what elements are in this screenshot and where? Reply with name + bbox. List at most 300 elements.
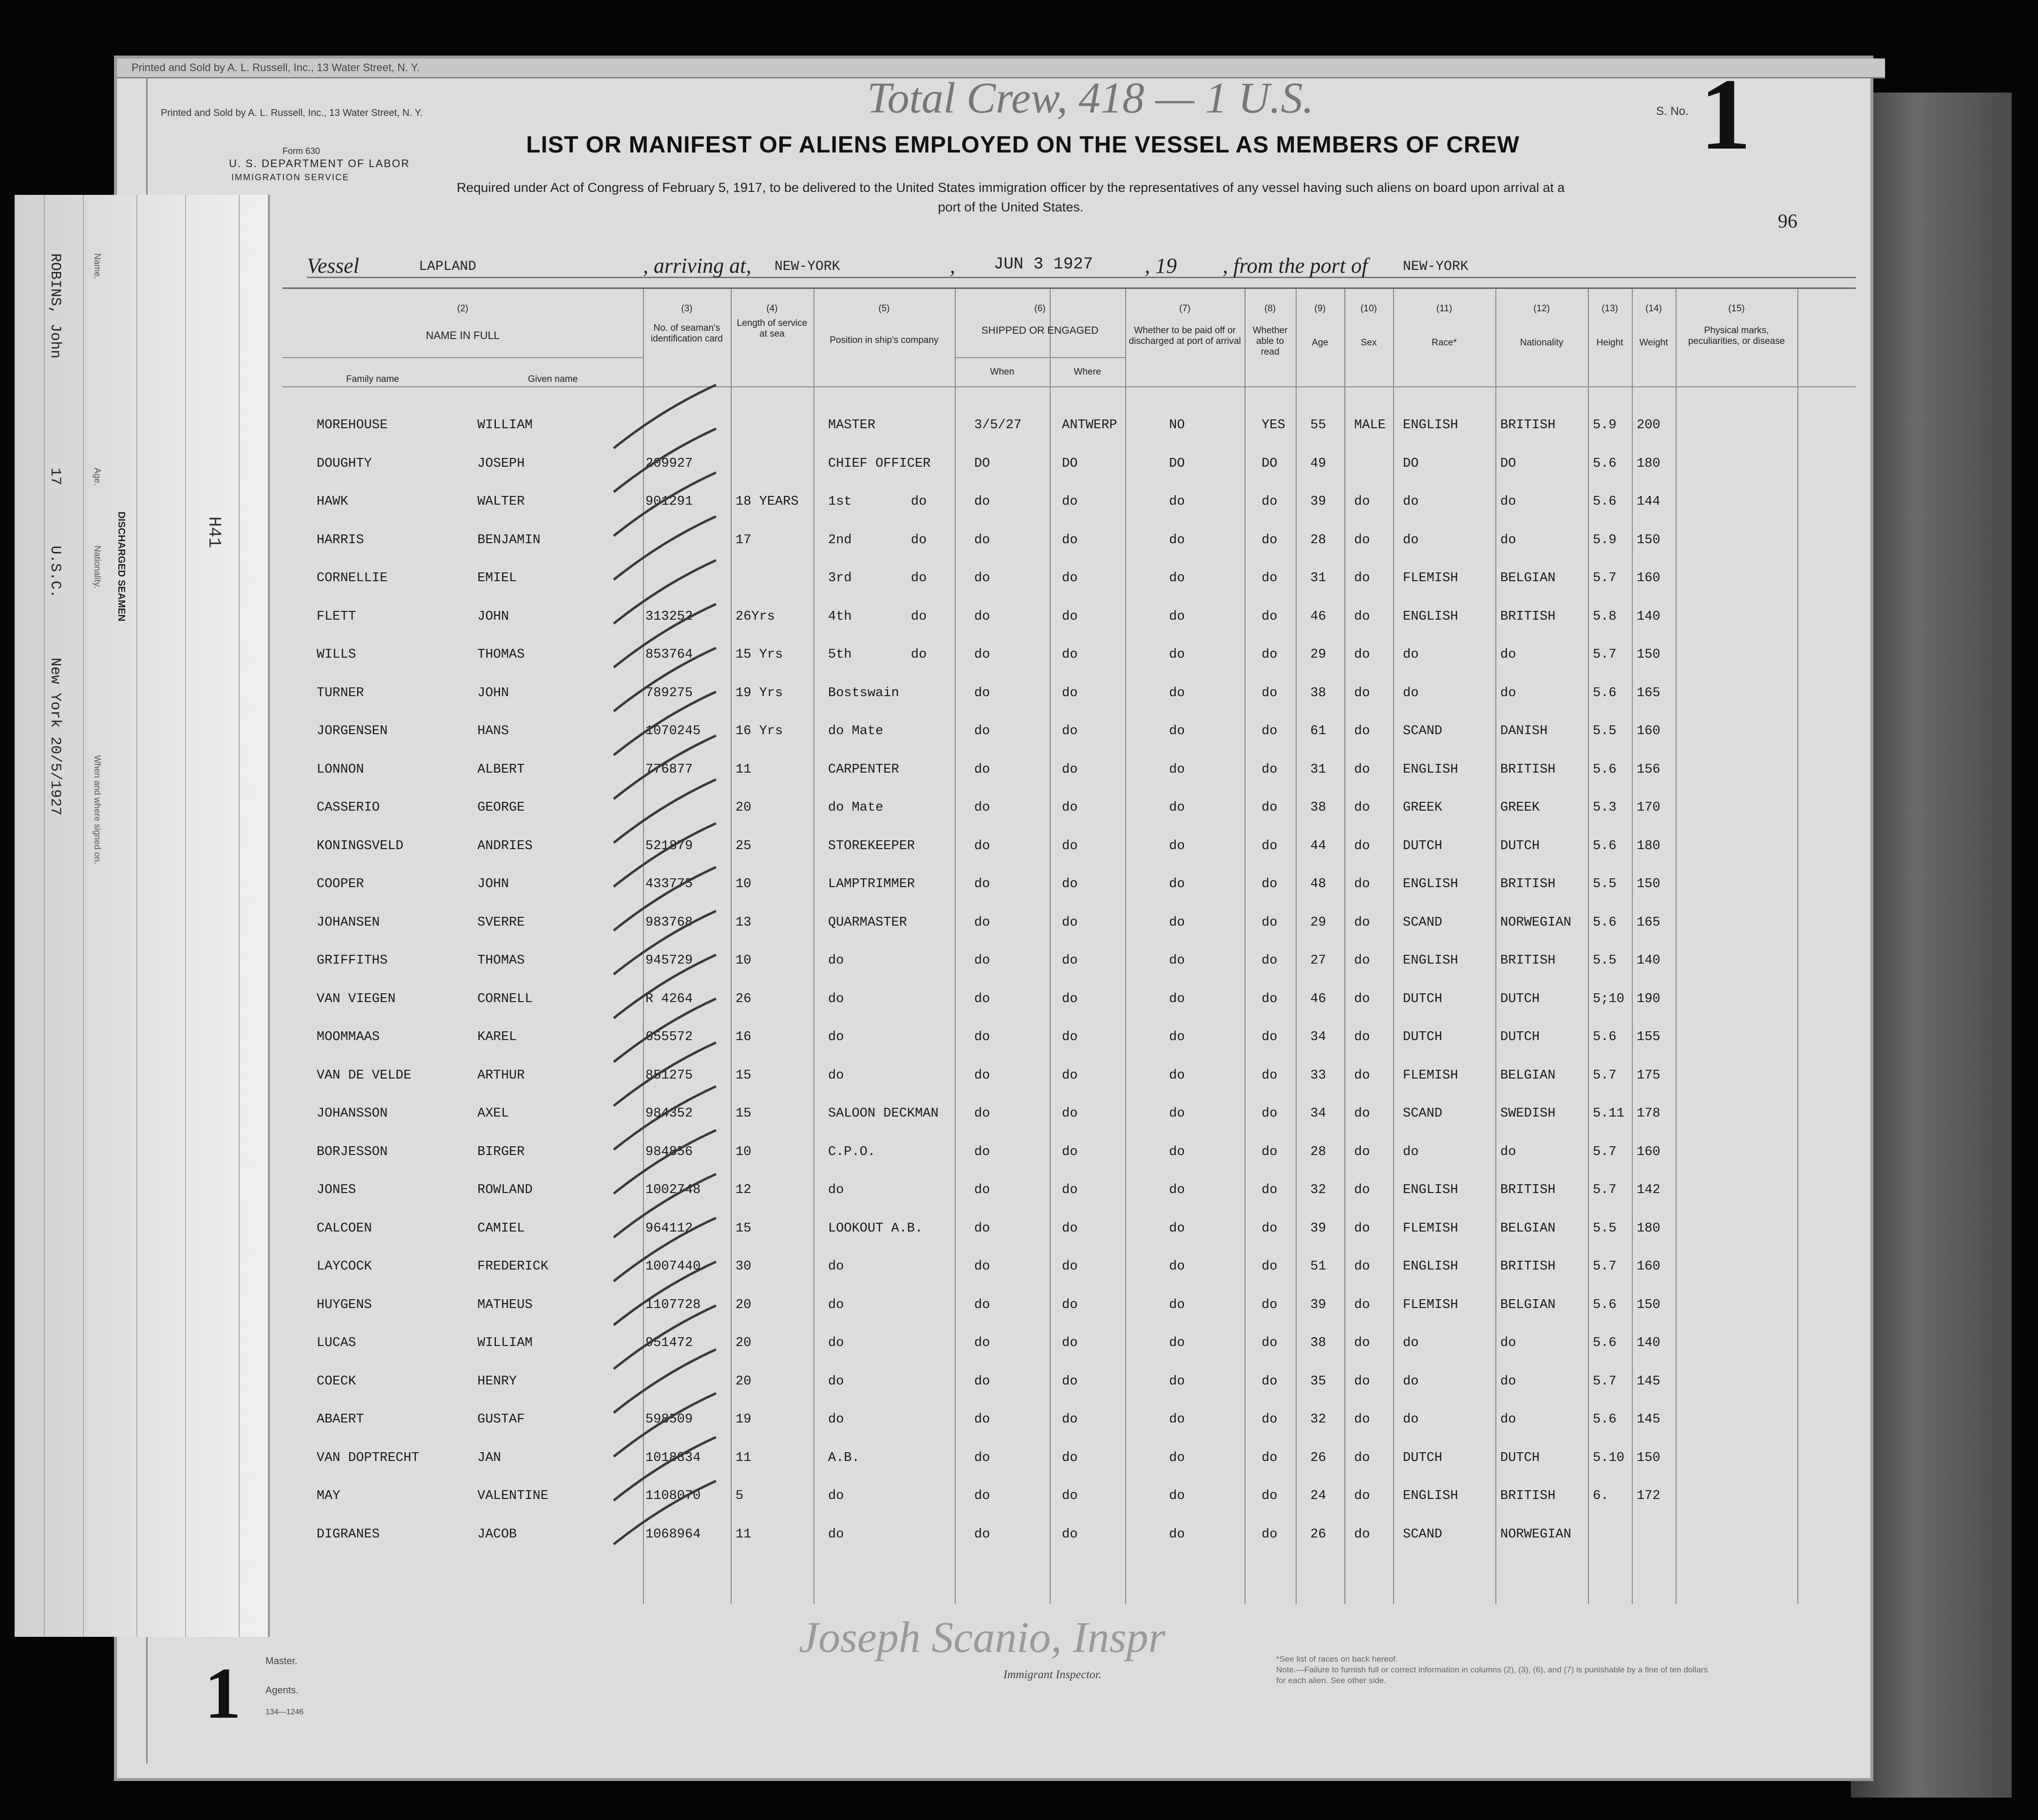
- cell-race: DUTCH: [1403, 1030, 1443, 1044]
- cell-given: JACOB: [477, 1527, 517, 1542]
- card-age-label: Age.: [93, 468, 102, 486]
- cell-age: 26: [1310, 1450, 1326, 1465]
- arriving-label: , arriving at,: [643, 254, 752, 278]
- col-able-read: Whether able to read: [1252, 325, 1288, 357]
- col-age: Age: [1312, 338, 1328, 348]
- cell-service: 18 YEARS: [736, 494, 799, 509]
- cell-sex: do: [1354, 1259, 1370, 1274]
- cell-position: 3rd: [828, 571, 852, 586]
- cell-service: 16 Yrs: [736, 724, 783, 739]
- cell-paid: do: [1169, 1412, 1185, 1427]
- cell-nat: DUTCH: [1500, 991, 1540, 1006]
- cell-sex: do: [1354, 991, 1370, 1006]
- cell-where: do: [1062, 1030, 1078, 1044]
- cell-given: JOHN: [477, 685, 509, 701]
- cell-when: do: [974, 915, 990, 930]
- cell-weight: 178: [1637, 1106, 1661, 1121]
- cell-age: 32: [1310, 1183, 1326, 1197]
- cell-where: do: [1062, 1068, 1078, 1083]
- crew-table: [283, 287, 1856, 1604]
- col12-number: (12): [1533, 303, 1550, 314]
- table-row: [283, 877, 1856, 896]
- cell-where: do: [1062, 838, 1078, 853]
- cell-position: STOREKEEPER: [828, 838, 915, 853]
- form-number: Form 630: [283, 146, 321, 156]
- document-subtitle: [292, 178, 1729, 217]
- cell-family: DOUGHTY: [317, 456, 372, 471]
- cell-age: 31: [1310, 762, 1326, 777]
- cell-position: LAMPTRIMMER: [828, 877, 915, 891]
- col-race: Race*: [1432, 338, 1457, 348]
- cell-pos-do: do: [911, 647, 927, 662]
- cell-height: 6.: [1593, 1489, 1609, 1503]
- cell-when: do: [974, 1144, 990, 1159]
- col7-number: (7): [1179, 303, 1191, 314]
- cell-sex: do: [1354, 915, 1370, 930]
- cell-position: CHIEF OFFICER: [828, 456, 931, 471]
- cell-age: 55: [1310, 418, 1326, 433]
- cell-read: do: [1262, 800, 1278, 815]
- col-given-name: Given name: [528, 374, 578, 384]
- vessel-line: [307, 253, 1856, 278]
- cell-sex: do: [1354, 800, 1370, 815]
- footnote-penalty: Note.—Failure to furnish full or correct information in columns (2), (3), (6), and (7) is punishable by a fine of ten dollars for each alien. See other side.: [1276, 1665, 1708, 1685]
- cell-weight: 180: [1637, 838, 1661, 853]
- cell-nat: BELGIAN: [1500, 571, 1556, 586]
- cell-nat: DO: [1500, 456, 1516, 471]
- cell-race: FLEMISH: [1403, 1297, 1458, 1312]
- cell-position: do Mate: [828, 724, 884, 739]
- cell-sex: do: [1354, 609, 1370, 624]
- cell-read: do: [1262, 1336, 1278, 1350]
- document-title: LIST OR MANIFEST OF ALIENS EMPLOYED ON THE VESSEL AS MEMBERS OF CREW: [526, 132, 1520, 158]
- cell-read: do: [1262, 1412, 1278, 1427]
- cell-read: do: [1262, 991, 1278, 1006]
- cell-age: 44: [1310, 838, 1326, 853]
- cell-position: SALOON DECKMAN: [828, 1106, 939, 1121]
- cell-when: do: [974, 532, 990, 548]
- cell-nat: DUTCH: [1500, 1450, 1540, 1465]
- cell-sex: do: [1354, 571, 1370, 586]
- table-row: [283, 647, 1856, 667]
- card-seaman-age: 17: [47, 468, 63, 486]
- table-row: [283, 1412, 1856, 1432]
- cell-height: 5.7: [1593, 1259, 1617, 1274]
- underlying-page-strip: Printed and Sold by A. L. Russell, Inc., 13 Water Street, N. Y.: [117, 58, 1885, 78]
- cell-service: 12: [736, 1183, 752, 1197]
- col-weight: Weight: [1639, 338, 1668, 348]
- cell-where: do: [1062, 685, 1078, 701]
- cell-nat: do: [1500, 1412, 1516, 1427]
- cell-race: GREEK: [1403, 800, 1443, 815]
- cell-family: JORGENSEN: [317, 724, 388, 739]
- cell-sex: do: [1354, 1030, 1370, 1044]
- cell-read: do: [1262, 1221, 1278, 1236]
- cell-read: do: [1262, 1527, 1278, 1542]
- cell-age: 39: [1310, 494, 1326, 509]
- cell-race: do: [1403, 1144, 1419, 1159]
- cell-when: do: [974, 1183, 990, 1197]
- cell-card: 1007440: [645, 1259, 701, 1274]
- cell-given: JAN: [477, 1450, 501, 1465]
- cell-weight: 200: [1637, 418, 1661, 433]
- cell-when: do: [974, 1259, 990, 1274]
- vessel-name: LAPLAND: [419, 259, 476, 274]
- cell-read: do: [1262, 1374, 1278, 1389]
- cell-read: do: [1262, 1106, 1278, 1121]
- cell-race: ENGLISH: [1403, 1489, 1458, 1503]
- cell-race: SCAND: [1403, 1527, 1443, 1542]
- cell-service: 16: [736, 1030, 752, 1044]
- cell-sex: do: [1354, 877, 1370, 891]
- cell-read: do: [1262, 1183, 1278, 1197]
- table-row: [283, 1489, 1856, 1508]
- cell-race: do: [1403, 532, 1419, 548]
- cell-paid: do: [1169, 1144, 1185, 1159]
- cell-paid: do: [1169, 1336, 1185, 1350]
- cell-read: do: [1262, 877, 1278, 891]
- cell-position: 5th: [828, 647, 852, 662]
- cell-weight: 140: [1637, 1336, 1661, 1350]
- discharged-seamen-card: [15, 195, 270, 1637]
- cell-height: 5.7: [1593, 1183, 1617, 1197]
- cell-read: do: [1262, 1030, 1278, 1044]
- cell-position: 2nd: [828, 532, 852, 548]
- cell-height: 5.6: [1593, 1030, 1617, 1044]
- cell-height: 5.6: [1593, 1297, 1617, 1312]
- cell-paid: do: [1169, 571, 1185, 586]
- subtitle-line-2: port of the United States.: [938, 200, 1084, 214]
- cell-card: 1108070: [645, 1489, 701, 1503]
- table-row: [283, 1183, 1856, 1202]
- cell-race: ENGLISH: [1403, 953, 1458, 968]
- cell-where: do: [1062, 915, 1078, 930]
- cell-position: do: [828, 1374, 844, 1389]
- cell-service: 11: [736, 1450, 752, 1465]
- cell-age: 27: [1310, 953, 1326, 968]
- col-length-service: Length of service at sea: [736, 318, 808, 339]
- cell-race: SCAND: [1403, 724, 1443, 739]
- col2-number: (2): [457, 303, 469, 314]
- cell-read: do: [1262, 1297, 1278, 1312]
- cell-paid: do: [1169, 1259, 1185, 1274]
- cell-service: 19 Yrs: [736, 685, 783, 701]
- cell-paid: do: [1169, 762, 1185, 777]
- cell-where: do: [1062, 1527, 1078, 1542]
- cell-card: 655572: [645, 1030, 693, 1044]
- cell-age: 51: [1310, 1259, 1326, 1274]
- cell-age: 35: [1310, 1374, 1326, 1389]
- col15-number: (15): [1728, 303, 1745, 314]
- cell-weight: 165: [1637, 915, 1661, 930]
- cell-age: 34: [1310, 1106, 1326, 1121]
- cell-read: do: [1262, 724, 1278, 739]
- cell-nat: BELGIAN: [1500, 1297, 1556, 1312]
- cell-position: A.B.: [828, 1450, 860, 1465]
- cell-family: VAN VIEGEN: [317, 991, 396, 1006]
- cell-race: ENGLISH: [1403, 762, 1458, 777]
- cell-height: 5.6: [1593, 1412, 1617, 1427]
- cell-when: do: [974, 724, 990, 739]
- card-title: DISCHARGED SEAMEN: [116, 512, 127, 622]
- cell-age: 49: [1310, 456, 1326, 471]
- cell-race: ENGLISH: [1403, 418, 1458, 433]
- cell-paid: do: [1169, 991, 1185, 1006]
- card-footer-code: 134—1246: [265, 1708, 304, 1716]
- cell-age: 29: [1310, 915, 1326, 930]
- year-label: , 19: [1145, 254, 1177, 278]
- cell-paid: do: [1169, 685, 1185, 701]
- cell-when: do: [974, 1221, 990, 1236]
- cell-height: 5.9: [1593, 418, 1617, 433]
- cell-where: do: [1062, 1450, 1078, 1465]
- cell-when: do: [974, 1030, 990, 1044]
- cell-when: do: [974, 1374, 990, 1389]
- cell-position: LOOKOUT A.B.: [828, 1221, 923, 1236]
- cell-weight: 145: [1637, 1374, 1661, 1389]
- cell-race: do: [1403, 494, 1419, 509]
- cell-nat: NORWEGIAN: [1500, 1527, 1571, 1542]
- cell-family: GRIFFITHS: [317, 953, 388, 968]
- cell-read: do: [1262, 1068, 1278, 1083]
- cell-card: R 4264: [645, 991, 693, 1006]
- col-paid-off: Whether to be paid off or discharged at port of arrival: [1129, 325, 1241, 346]
- cell-read: DO: [1262, 456, 1278, 471]
- cell-service: 26Yrs: [736, 609, 775, 624]
- cell-when: do: [974, 647, 990, 662]
- col-when: When: [990, 367, 1015, 377]
- cell-service: 25: [736, 838, 752, 853]
- cell-weight: 172: [1637, 1489, 1661, 1503]
- cell-given: THOMAS: [477, 953, 525, 968]
- table-row: [283, 456, 1856, 476]
- cell-position: do: [828, 1489, 844, 1503]
- vessel-label: Vessel: [307, 254, 359, 278]
- cell-race: FLEMISH: [1403, 571, 1458, 586]
- cell-paid: do: [1169, 532, 1185, 548]
- cell-family: MAY: [317, 1489, 340, 1503]
- cell-card: 964112: [645, 1221, 693, 1236]
- sheet-number: 1: [1700, 58, 1751, 171]
- cell-paid: do: [1169, 1374, 1185, 1389]
- cell-service: 10: [736, 1144, 752, 1159]
- table-row: [283, 1221, 1856, 1241]
- cell-paid: do: [1169, 1527, 1185, 1542]
- arrival-date: JUN 3 1927: [994, 255, 1094, 274]
- cell-family: WILLS: [317, 647, 357, 662]
- cell-where: do: [1062, 571, 1078, 586]
- cell-service: 10: [736, 953, 752, 968]
- cell-paid: do: [1169, 877, 1185, 891]
- cell-read: do: [1262, 915, 1278, 930]
- col-physical-marks: Physical marks, peculiarities, or disease: [1688, 325, 1785, 346]
- col-name-in-full: NAME IN FULL: [426, 329, 500, 341]
- cell-age: 39: [1310, 1297, 1326, 1312]
- department-label: U. S. DEPARTMENT OF LABOR: [229, 157, 410, 170]
- cell-height: 5.6: [1593, 762, 1617, 777]
- cell-sex: do: [1354, 1106, 1370, 1121]
- cell-service: 10: [736, 877, 752, 891]
- cell-paid: do: [1169, 915, 1185, 930]
- cell-when: do: [974, 1527, 990, 1542]
- cell-family: COOPER: [317, 877, 364, 891]
- cell-sex: do: [1354, 762, 1370, 777]
- cell-where: do: [1062, 532, 1078, 548]
- table-row: [283, 609, 1856, 629]
- cell-where: do: [1062, 1297, 1078, 1312]
- card-number: 1: [205, 1653, 241, 1734]
- table-row: [283, 1298, 1856, 1317]
- cell-age: 32: [1310, 1412, 1326, 1427]
- cell-card: 984856: [645, 1144, 693, 1159]
- cell-paid: do: [1169, 609, 1185, 624]
- cell-card: 1070245: [645, 724, 701, 739]
- cell-when: do: [974, 1106, 990, 1121]
- cell-family: HUYGENS: [317, 1297, 372, 1312]
- cell-age: 61: [1310, 724, 1326, 739]
- cell-family: CORNELLIE: [317, 571, 388, 586]
- cell-race: do: [1403, 1374, 1419, 1389]
- table-row: [283, 533, 1856, 552]
- cell-given: THOMAS: [477, 647, 525, 662]
- cell-pos-do: do: [911, 609, 927, 624]
- cell-given: AXEL: [477, 1106, 509, 1121]
- col9-number: (9): [1314, 303, 1326, 314]
- cell-nat: BRITISH: [1500, 418, 1556, 433]
- cell-paid: do: [1169, 1183, 1185, 1197]
- cell-paid: DO: [1169, 456, 1185, 471]
- cell-sex: do: [1354, 532, 1370, 548]
- cell-height: 5.6: [1593, 1336, 1617, 1350]
- cell-race: DUTCH: [1403, 991, 1443, 1006]
- cell-height: 5.10: [1593, 1450, 1624, 1465]
- cell-weight: 180: [1637, 456, 1661, 471]
- cell-given: SVERRE: [477, 915, 525, 930]
- cell-age: 31: [1310, 571, 1326, 586]
- cell-height: 5.11: [1593, 1106, 1624, 1121]
- cell-position: do: [828, 1527, 844, 1542]
- cell-family: VAN DE VELDE: [317, 1068, 412, 1083]
- cell-sex: do: [1354, 1527, 1370, 1542]
- table-row: [283, 762, 1856, 782]
- cell-family: JOHANSEN: [317, 915, 380, 930]
- cell-given: ALBERT: [477, 762, 525, 777]
- cell-height: 5.7: [1593, 647, 1617, 662]
- card-nationality-label: Nationality.: [93, 546, 102, 588]
- cell-when: do: [974, 685, 990, 701]
- date-sep: ,: [950, 254, 955, 278]
- cell-nat: BRITISH: [1500, 1183, 1556, 1197]
- cell-weight: 150: [1637, 1450, 1661, 1465]
- cell-age: 29: [1310, 647, 1326, 662]
- cell-race: SCAND: [1403, 915, 1443, 930]
- cell-service: 26: [736, 991, 752, 1006]
- table-row: [283, 418, 1856, 437]
- cell-service: 19: [736, 1412, 752, 1427]
- cell-paid: do: [1169, 1297, 1185, 1312]
- cell-weight: 145: [1637, 1412, 1661, 1427]
- cell-read: do: [1262, 1450, 1278, 1465]
- cell-height: 5.6: [1593, 494, 1617, 509]
- cell-race: DUTCH: [1403, 1450, 1443, 1465]
- table-row: [283, 1068, 1856, 1088]
- cell-position: C.P.O.: [828, 1144, 876, 1159]
- table-row: [283, 1527, 1856, 1547]
- cell-nat: BRITISH: [1500, 1259, 1556, 1274]
- col-shipped: SHIPPED OR ENGAGED: [981, 325, 1099, 336]
- agents-label: Agents.: [265, 1685, 299, 1696]
- cell-card: 209927: [645, 456, 693, 471]
- cell-paid: do: [1169, 1068, 1185, 1083]
- cell-given: WILLIAM: [477, 418, 533, 433]
- col8-number: (8): [1264, 303, 1276, 314]
- cell-age: 48: [1310, 877, 1326, 891]
- from-label: , from the port of: [1223, 254, 1368, 278]
- col3-number: (3): [681, 303, 693, 314]
- cell-weight: 165: [1637, 685, 1661, 701]
- col13-number: (13): [1602, 303, 1618, 314]
- cell-pos-do: do: [911, 532, 927, 548]
- cell-race: do: [1403, 1412, 1419, 1427]
- cell-card: 433775: [645, 877, 693, 891]
- cell-paid: do: [1169, 1106, 1185, 1121]
- cell-card: 789275: [645, 685, 693, 701]
- cell-given: JOHN: [477, 877, 509, 891]
- cell-position: MASTER: [828, 418, 876, 433]
- cell-nat: do: [1500, 532, 1516, 548]
- cell-given: BENJAMIN: [477, 532, 541, 548]
- cell-given: JOHN: [477, 609, 509, 624]
- cell-when: do: [974, 991, 990, 1006]
- cell-position: do: [828, 1297, 844, 1312]
- cell-given: KAREL: [477, 1030, 517, 1044]
- cell-age: 28: [1310, 1144, 1326, 1159]
- cell-sex: do: [1354, 1374, 1370, 1389]
- cell-race: FLEMISH: [1403, 1221, 1458, 1236]
- cell-card: 1002748: [645, 1183, 701, 1197]
- cell-given: ROWLAND: [477, 1183, 533, 1197]
- cell-age: 38: [1310, 1336, 1326, 1350]
- cell-nat: GREEK: [1500, 800, 1540, 815]
- cell-weight: 160: [1637, 724, 1661, 739]
- cell-where: do: [1062, 1106, 1078, 1121]
- cell-race: ENGLISH: [1403, 609, 1458, 624]
- cell-given: ANDRIES: [477, 838, 533, 853]
- cell-age: 26: [1310, 1527, 1326, 1542]
- cell-race: do: [1403, 685, 1419, 701]
- cell-race: do: [1403, 647, 1419, 662]
- table-row: [283, 992, 1856, 1011]
- cell-when: do: [974, 877, 990, 891]
- cell-read: do: [1262, 1144, 1278, 1159]
- cell-given: GEORGE: [477, 800, 525, 815]
- cell-weight: 155: [1637, 1030, 1661, 1044]
- table-row: [283, 953, 1856, 973]
- cell-weight: 160: [1637, 571, 1661, 586]
- cell-service: 15: [736, 1221, 752, 1236]
- cell-service: 11: [736, 1527, 752, 1542]
- cell-paid: do: [1169, 838, 1185, 853]
- col11-number: (11): [1436, 303, 1453, 314]
- cell-paid: NO: [1169, 418, 1185, 433]
- cell-age: 46: [1310, 609, 1326, 624]
- cell-where: do: [1062, 800, 1078, 815]
- cell-weight: 150: [1637, 877, 1661, 891]
- cell-family: BORJESSON: [317, 1144, 388, 1159]
- cell-height: 5.6: [1593, 456, 1617, 471]
- cell-card: 945729: [645, 953, 693, 968]
- cell-given: JOSEPH: [477, 456, 525, 471]
